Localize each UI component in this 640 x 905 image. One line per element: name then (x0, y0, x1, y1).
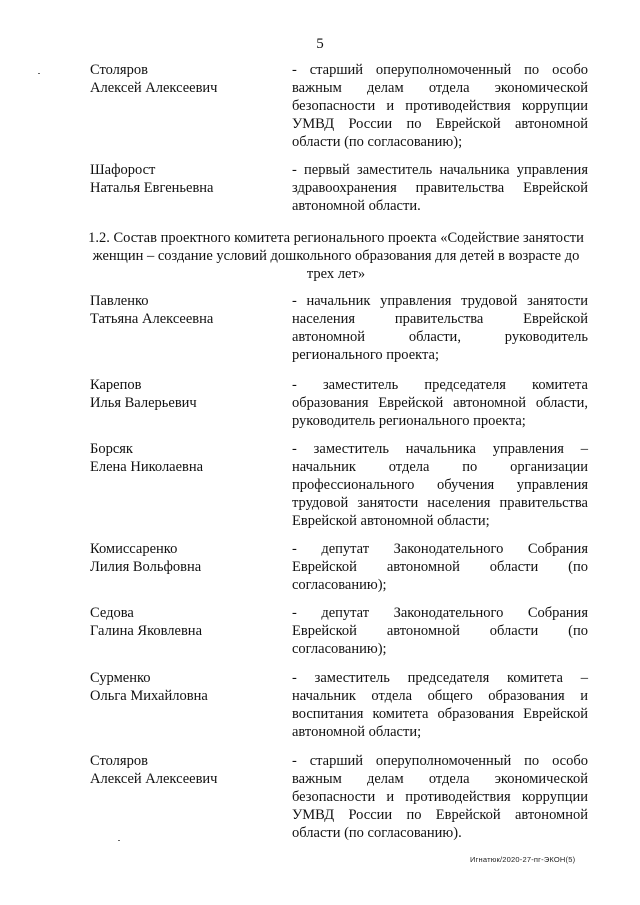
member-surname: Седова (90, 605, 134, 621)
member-given-names: Алексей Алексеевич (90, 80, 218, 96)
member-role: - заместитель начальника управления – начальник отдела по организации профессионального обучения управления трудовой занятости населения правительства Еврейской автономной области; (292, 441, 588, 529)
member-surname: Павленко (90, 293, 149, 309)
member-role: - депутат Законодательного Собрания Еврейской автономной области (по согласованию); (292, 541, 588, 593)
member-role: - заместитель председателя комитета – начальник отдела общего образования и воспитания комитета образования Еврейской автономной области; (292, 670, 588, 740)
member-name (90, 540, 280, 576)
member-surname: Сурменко (90, 670, 151, 686)
member-name (90, 376, 280, 412)
section-heading: 1.2. Состав проектного комитета регионального проекта «Содействие занятости женщин – создание условий дошкольного образования для детей в возрасте до трех лет» (88, 230, 584, 282)
member-surname: Борсяк (90, 441, 133, 457)
member-surname: Комиссаренко (90, 541, 178, 557)
document-code: Игнатюк/2020-27-пг-ЭКОН(5) (470, 855, 576, 864)
member-role: - заместитель председателя комитета образования Еврейской автономной области, руководитель регионального проекта; (292, 377, 588, 429)
member-role: - старший оперуполномоченный по особо важным делам отдела экономической безопасности и противодействия коррупции УМВД России по Еврейской автономной области (по согласованию); (292, 62, 588, 150)
member-name (90, 440, 280, 476)
member-name (90, 161, 280, 197)
member-surname: Карепов (90, 377, 142, 393)
member-name (90, 61, 280, 97)
member-given-names: Наталья Евгеньевна (90, 180, 214, 196)
page-number: 5 (316, 36, 324, 52)
member-name (90, 752, 280, 788)
member-surname: Столяров (90, 62, 148, 78)
member-given-names: Галина Яковлевна (90, 623, 202, 639)
scan-speck (38, 73, 40, 74)
member-role: - депутат Законодательного Собрания Еврейской автономной области (по согласованию); (292, 605, 588, 657)
member-given-names: Ольга Михайловна (90, 688, 208, 704)
member-role: - начальник управления трудовой занятости населения правительства Еврейской автономной области, руководитель регионального проекта; (292, 293, 588, 363)
member-surname: Столяров (90, 753, 148, 769)
member-name (90, 669, 280, 705)
member-surname: Шафорост (90, 162, 156, 178)
member-given-names: Илья Валерьевич (90, 395, 197, 411)
member-role: - первый заместитель начальника управления здравоохранения правительства Еврейской автономной области. (292, 162, 588, 214)
member-name (90, 604, 280, 640)
member-given-names: Лилия Вольфовна (90, 559, 202, 575)
member-given-names: Татьяна Алексеевна (90, 311, 214, 327)
member-name (90, 292, 280, 328)
member-role: - старший оперуполномоченный по особо важным делам отдела экономической безопасности и противодействия коррупции УМВД России по Еврейской автономной области (по согласованию). (292, 753, 588, 841)
member-given-names: Алексей Алексеевич (90, 771, 218, 787)
scan-speck (118, 840, 120, 841)
member-given-names: Елена Николаевна (90, 459, 204, 475)
